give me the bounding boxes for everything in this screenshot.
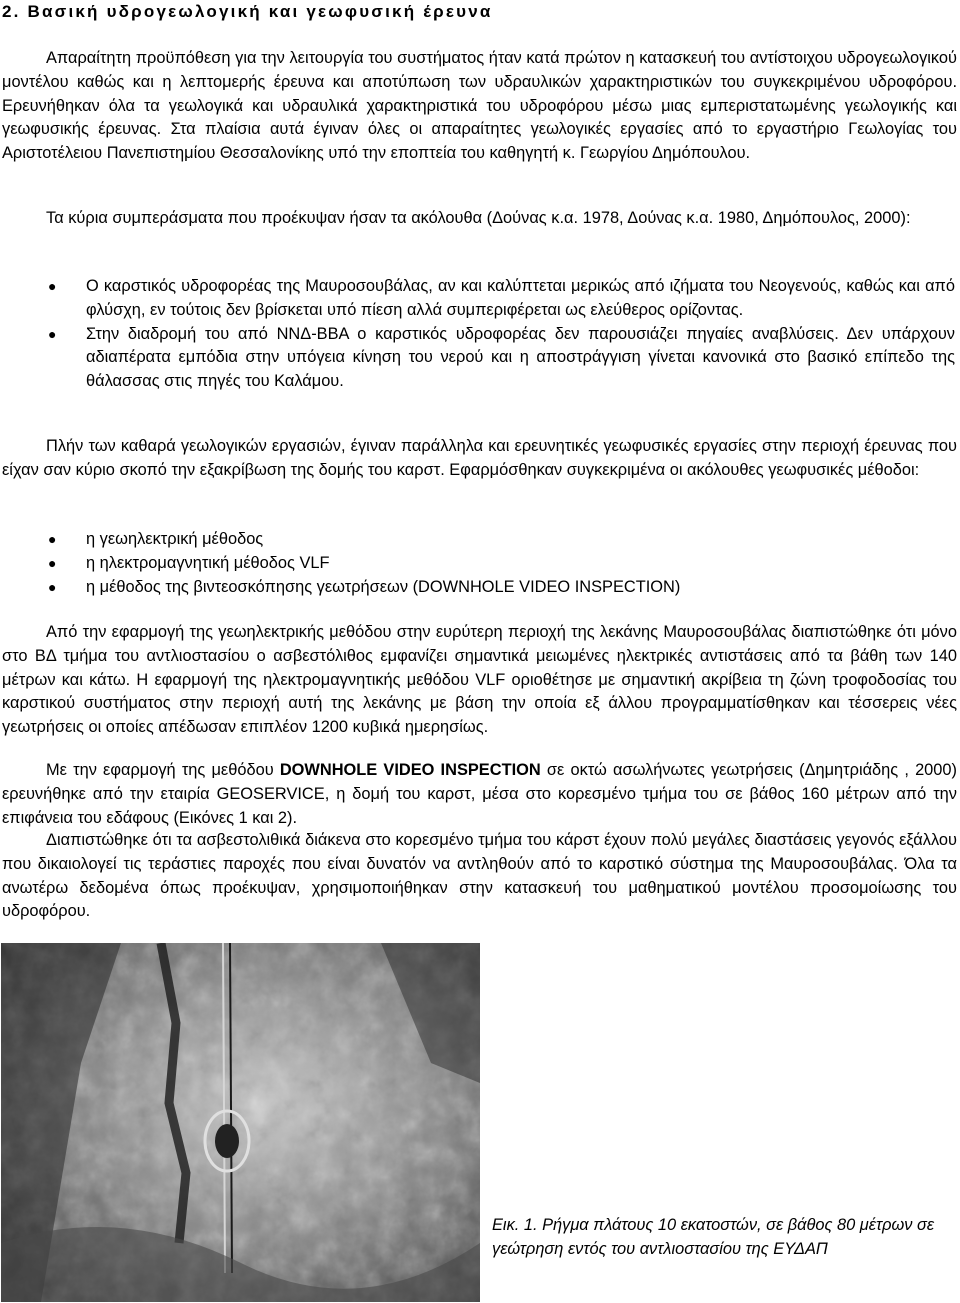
downhole-text-post: σε οκτώ ασωλήνωτες γεωτρήσεις (Δημητριάδης , 2000) ερευνήθηκε από την εταιρία GEOSERVICE, η δομή του καρστ, μέσα στο κορεσμένο τμήμα του σε βάθος 160 μέτρων από την επιφάνεια του εδάφους (Εικόνες 1 και 2). — [2, 761, 957, 827]
list-item-text: η μέθοδος της βιντεοσκόπησης γεωτρήσεων (DOWNHOLE VIDEO INSPECTION) — [86, 577, 681, 596]
bullet-icon: ● — [48, 554, 57, 571]
borehole-rock-image — [1, 943, 480, 1302]
camera-lens — [215, 1124, 239, 1158]
conclusions-list — [0, 275, 955, 394]
list-item — [0, 552, 955, 576]
paragraph-findings: Διαπιστώθηκε ότι τα ασβεστολιθικά διάκενα στο κορεσμένο τμήμα του κάρστ έχουν πολύ μεγάλες διαστάσεις γεγονός εξάλλου που δικαιολογεί τις τεράστιες παροχές που είναι δυνατόν να αντληθούν από το καρστικό σύστημα της Μαυροσουβάλας. Όλα τα ανωτέρω δεδομένα όπως προέκυψαν, χρησιμοποιήθηκαν στην κατασκευή του μαθηματικού μοντέλου προσομοίωσης του υδροφόρου. — [2, 831, 957, 921]
list-item-text: Ο καρστικός υδροφορέας της Μαυροσουβάλας, αν και καλύπτεται μερικώς από ιζήματα του Νεογενούς, καθώς και από φλύσχη, εν τούτοις δεν βρίσκεται υπό πίεση αλλά συμπεριφέρεται ως ελεύθερος ορίζοντας. — [86, 277, 955, 319]
section-heading: 2. Βασική υδρογεωλογική και γεωφυσική έρευνα — [2, 2, 493, 21]
list-item — [0, 576, 955, 600]
bullet-icon: ● — [48, 531, 57, 547]
methods-list — [0, 528, 955, 599]
list-item — [0, 275, 955, 323]
borehole-photo — [1, 943, 480, 1302]
list-item-text: Στην διαδρομή του από ΝΝΔ-ΒΒΑ ο καρστικός υδροφορέας δεν παρουσιάζει πηγαίες αναβλύσεις. Δεν υπάρχουν αδιαπέρατα εμπόδια στην υπόγεια κίνηση του νερού και η αποστράγγιση γίνεται κανονικά στο βασικό επίπεδο της θάλασσας στις πηγές του Καλάμου. — [86, 324, 955, 391]
downhole-method-name: DOWNHOLE VIDEO INSPECTION — [279, 761, 541, 779]
bullet-icon: ● — [48, 278, 57, 294]
list-item — [0, 528, 955, 552]
list-item-text: η γεωηλεκτρική μέθοδος — [86, 530, 264, 548]
downhole-text-pre: Με την εφαρμογή της μεθόδου — [46, 761, 280, 779]
bullet-icon: ● — [48, 325, 57, 342]
paragraph-intro: Απαραίτητη προϋπόθεση για την λειτουργία του συστήματος ήταν κατά πρώτον η κατασκευή του αντίστοιχου υδρογεωλογικού μοντέλου καθώς και η λεπτομερής έρευνα και αποτύπωση των υδραυλικών χαρακτηριστικών του συγκεκριμένου υδροφόρου. Ερευνήθηκαν όλα τα γεωλογικά και υδραυλικά χαρακτηριστικά του υδροφόρου μέσω μιας εμπεριστατωμένης γεωλογικής και γεωφυσικής έρευνας. Στα πλαίσια αυτά έγιναν όλες οι απαραίτητες γεωλογικές εργασίες από το εργαστήριο Γεωλογίας του Αριστοτέλειου Πανεπιστημίου Θεσσαλονίκης υπό την εποπτεία του καθηγητή κ. Γεωργίου Δημόπουλου. — [2, 49, 957, 163]
paragraph-geophysics: Πλήν των καθαρά γεωλογικών εργασιών, έγιναν παράλληλα και ερευνητικές γεωφυσικές εργασίες στην περιοχή έρευνας που είχαν σαν κύριο σκοπό την εξακρίβωση της δομής του καρστ. Εφαρμόσθηκαν συγκεκριμένα οι ακόλουθες γεωφυσικές μέθοδοι: — [2, 437, 957, 479]
bullet-icon: ● — [48, 578, 57, 595]
paragraph-geoelectric: Από την εφαρμογή της γεωηλεκτρικής μεθόδου στην ευρύτερη περιοχή της λεκάνης Μαυροσουβάλας διαπιστώθηκε ότι μόνο στο ΒΔ τμήμα του αντλιοστασίου ο ασβεστόλιθος εμφανίζει σημαντικά μειωμένες ηλεκτρικές αντιστάσεις από τα βάθη των 140 μέτρων και κάτω. Η εφαρμογή της ηλεκτρομαγνητικής μεθόδου VLF οριοθέτησε με σημαντική ακρίβεια τη ζώνη τροφοδοσίας του καρστικού συστήματος στην περιοχή αυτή της λεκάνης με βάση την οποία εξ άλλου προγραμματίσθηκαν και τέσσερεις νέες γεωτρήσεις οι οποίες απέδωσαν επιπλέον 1200 κυβικά ημερησίως. — [2, 623, 957, 737]
paragraph-conclusions: Τα κύρια συμπεράσματα που προέκυψαν ήσαν τα ακόλουθα (Δούνας κ.α. 1978, Δούνας κ.α. 1980, Δημόπουλος, 2000): — [46, 209, 911, 227]
figure-caption: Εικ. 1. Ρήγμα πλάτους 10 εκατοστών, σε βάθος 80 μέτρων σε γεώτρηση εντός του αντλιοστασίου της ΕΥΔΑΠ — [492, 1216, 935, 1258]
list-item — [0, 323, 955, 394]
paragraph-downhole — [2, 759, 957, 830]
list-item-text: η ηλεκτρομαγνητική μέθοδος VLF — [86, 553, 330, 572]
